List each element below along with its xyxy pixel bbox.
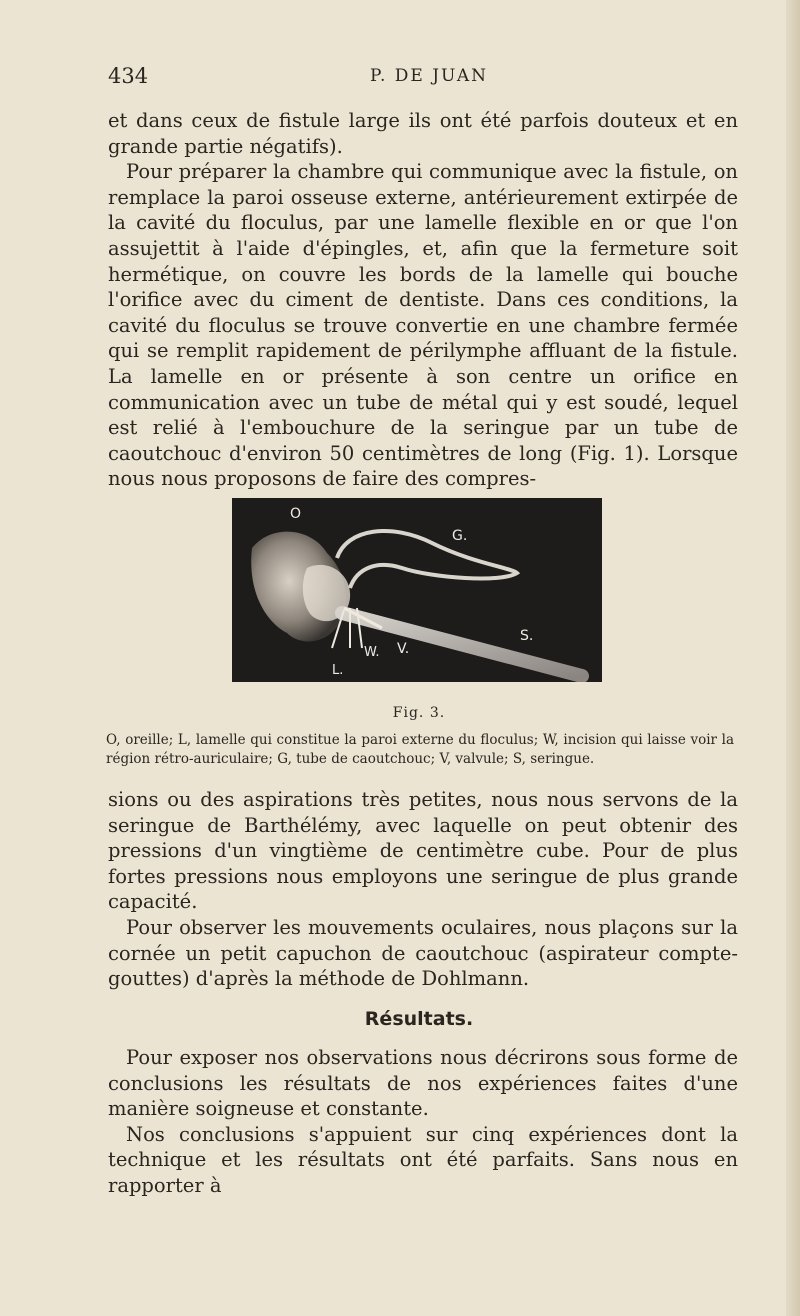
figure-photo-image <box>232 498 602 682</box>
figure-label-l: L. <box>332 663 344 678</box>
paragraph: Pour préparer la chambre qui communique avec la fistule, on remplace la paroi osseuse externe, antérieurement extirpée de la cavité du floculus, par une lamelle flexible en or que l'on assujettit à l'aide d'épingles, et, afin que la fermeture soit hermétique, on couvre les bords de la lamelle qui bouche l'orifice avec du ciment de dentiste. Dans ces conditions, la cavité du floculus se trouve convertie en une chambre fermée qui se remplit rapidement de périlymphe affluant de la fistule. La lamelle en or présente à son centre un orifice en communication avec un tube de métal qui y est soudé, lequel est relié à l'embouchure de la seringue par un tube de caoutchouc d'environ 50 centimètres de long (Fig. 1). Lorsque nous nous proposons de faire des compres- <box>108 160 738 491</box>
section-title: Résultats. <box>364 1008 474 1030</box>
figure-number: Fig. 3. <box>392 705 446 721</box>
paragraph: Pour exposer nos observations nous décrirons sous forme de conclusions les résultats de nos expériences faites d'une manière soigneuse et constante. <box>108 1046 738 1121</box>
figure-label-w: W. <box>364 645 380 660</box>
body-text-top <box>108 108 738 492</box>
body-text-middle <box>108 787 738 992</box>
page-number: 434 <box>108 64 149 88</box>
figure-label-v: V. <box>397 641 410 657</box>
body-text-bottom <box>108 1045 738 1199</box>
page-edge <box>786 0 800 1316</box>
figure-photo <box>232 498 602 682</box>
paragraph: Pour observer les mouvements oculaires, nous plaçons sur la cornée un petit capuchon de caoutchouc (aspirateur compte-gouttes) d'après la méthode de Dohlmann. <box>108 915 738 991</box>
figure-label-s: S. <box>520 628 534 644</box>
paragraph: sions ou des aspirations très petites, nous nous servons de la seringue de Barthélémy, avec laquelle on peut obtenir des pressions d'un vingtième de centimètre cube. Pour de plus fortes pressions nous employons une seringue de plus grande capacité. <box>108 788 738 914</box>
figure-label-o: O <box>290 506 302 522</box>
page-header <box>108 64 738 94</box>
running-title: P. DE JUAN <box>370 66 489 86</box>
paragraph: et dans ceux de fistule large ils ont été parfois douteux et en grande partie négatifs). <box>108 109 738 158</box>
paragraph: Nos conclusions s'appuient sur cinq expériences dont la technique et les résultats ont été parfaits. Sans nous en rapporter à <box>108 1122 738 1197</box>
figure-label-g: G. <box>452 528 468 544</box>
figure-caption: O, oreille; L, lamelle qui constitue la paroi externe du floculus; W, incision qui laisse voir la région rétro-auriculaire; G, tube de caoutchouc; V, valvule; S, seringue. <box>106 732 734 767</box>
